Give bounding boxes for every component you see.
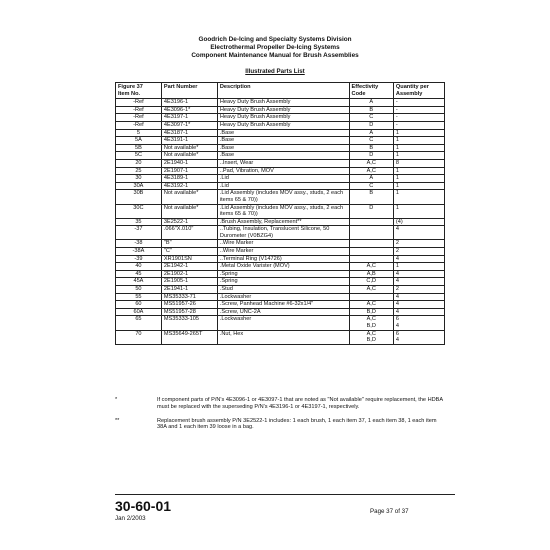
cell-part-number: MS35333-71 <box>161 293 217 301</box>
cell-part-number: XR1901SN <box>161 255 217 263</box>
cell-description: Heavy Duty Brush Assembly <box>217 99 349 107</box>
cell-effectivity: C <box>349 182 393 190</box>
table-row <box>116 99 445 107</box>
cell-quantity: 4 <box>393 293 444 301</box>
cell-item-no: -38A <box>116 248 162 256</box>
table-row <box>116 182 445 190</box>
cell-item-no: 50 <box>116 286 162 294</box>
cell-effectivity: A,C B,D <box>349 330 393 344</box>
cell-part-number: 2E1905-1 <box>161 278 217 286</box>
table-row <box>116 190 445 204</box>
cell-description: .Lid <box>217 182 349 190</box>
cell-description: .Nut, Hex <box>217 330 349 344</box>
cell-part-number: Not available* <box>161 152 217 160</box>
cell-quantity: 1 <box>393 175 444 183</box>
cell-part-number: MS51957-28 <box>161 308 217 316</box>
footnote-mark: ** <box>115 417 120 424</box>
cell-part-number: 2E1941-1 <box>161 286 217 294</box>
cell-part-number: MS35649-265T <box>161 330 217 344</box>
cell-part-number: 2E1940-1 <box>161 159 217 167</box>
cell-item-no: -37 <box>116 226 162 240</box>
cell-quantity: 1 <box>393 182 444 190</box>
cell-effectivity: B <box>349 190 393 204</box>
cell-quantity: 1 <box>393 152 444 160</box>
cell-part-number: 4E3097-1* <box>161 121 217 129</box>
cell-quantity: 4 <box>393 308 444 316</box>
table-header-row <box>116 83 445 99</box>
cell-quantity: 1 <box>393 263 444 271</box>
cell-quantity: 2 <box>393 286 444 294</box>
cell-effectivity <box>349 255 393 263</box>
cell-part-number: 4E3197-1 <box>161 114 217 122</box>
cell-item-no: 5 <box>116 129 162 137</box>
cell-description: .Base <box>217 152 349 160</box>
table-row <box>116 106 445 114</box>
cell-quantity: 1 <box>393 129 444 137</box>
footnote-mark: * <box>115 397 118 403</box>
document-header <box>0 36 550 60</box>
cell-effectivity: C <box>349 114 393 122</box>
cell-part-number: "B" <box>161 240 217 248</box>
cell-part-number: Not available* <box>161 144 217 152</box>
cell-description: .Lid Assembly (includes MOV assy., studs, 2 each items 65 & 70)) <box>217 190 349 204</box>
cell-effectivity: A <box>349 175 393 183</box>
cell-effectivity <box>349 226 393 240</box>
cell-effectivity: A,C <box>349 159 393 167</box>
cell-quantity: 1 <box>393 144 444 152</box>
cell-quantity: - <box>393 114 444 122</box>
cell-quantity: 6 4 <box>393 316 444 330</box>
cell-description: .Lid <box>217 175 349 183</box>
cell-part-number: 4E3192-1 <box>161 182 217 190</box>
table-row <box>116 270 445 278</box>
cell-item-no: 30 <box>116 175 162 183</box>
table-row <box>116 263 445 271</box>
table-row <box>116 137 445 145</box>
header-description: Description <box>217 83 349 99</box>
page-number: Page 37 of 37 <box>370 508 409 515</box>
cell-effectivity <box>349 293 393 301</box>
cell-quantity: (4) <box>393 218 444 226</box>
cell-item-no: 60A <box>116 308 162 316</box>
cell-quantity: 4 <box>393 226 444 240</box>
cell-effectivity: D <box>349 121 393 129</box>
cell-part-number: MS35333-105 <box>161 316 217 330</box>
cell-effectivity: D <box>349 152 393 160</box>
table-row <box>116 121 445 129</box>
header-quantity: Quantity per Assembly <box>393 83 444 99</box>
table-row <box>116 316 445 330</box>
cell-quantity: 4 <box>393 301 444 309</box>
cell-item-no: 55 <box>116 293 162 301</box>
cell-effectivity: A <box>349 99 393 107</box>
cell-description: ..Pad, Vibration, MOV <box>217 167 349 175</box>
table-row <box>116 204 445 218</box>
table-row <box>116 114 445 122</box>
cell-part-number: Not available* <box>161 190 217 204</box>
cell-effectivity: A,B <box>349 270 393 278</box>
cell-description: ..Terminal Ring (V14726) <box>217 255 349 263</box>
cell-effectivity: B,D <box>349 308 393 316</box>
cell-quantity: 8 <box>393 159 444 167</box>
table-row <box>116 175 445 183</box>
cell-quantity: 1 <box>393 137 444 145</box>
cell-item-no: -Ref <box>116 99 162 107</box>
cell-effectivity <box>349 240 393 248</box>
table-row <box>116 129 445 137</box>
cell-part-number: 2E1902-1 <box>161 270 217 278</box>
cell-description: .Spring <box>217 278 349 286</box>
cell-description: .Lid Assembly (includes MOV assy., studs, 2 each items 65 & 70)) <box>217 204 349 218</box>
cell-description: .Lockwasher <box>217 293 349 301</box>
cell-item-no: 30C <box>116 204 162 218</box>
cell-item-no: -39 <box>116 255 162 263</box>
footnote-text: If component parts of P/N's 4E3096-1 or 4E3097-1 that are noted as "Not available" require replacement, the HDBA must be replaced with the superseding P/N's 4E3196-1 or 4E3197-1, respectively. <box>157 397 443 410</box>
cell-effectivity <box>349 218 393 226</box>
cell-part-number: 4E3096-1* <box>161 106 217 114</box>
cell-part-number: MS51957-26 <box>161 301 217 309</box>
table-row <box>116 308 445 316</box>
cell-part-number: 4E3189-1 <box>161 175 217 183</box>
header-system: Electrothermal Propeller De-Icing Systems <box>210 44 340 51</box>
table-row <box>116 167 445 175</box>
cell-part-number: 3E2522-1 <box>161 218 217 226</box>
footer-divider <box>115 494 455 495</box>
cell-effectivity: B <box>349 106 393 114</box>
cell-effectivity: A,C B,D <box>349 316 393 330</box>
cell-quantity: 1 <box>393 190 444 204</box>
cell-part-number: 2E1942-1 <box>161 263 217 271</box>
cell-description: .Screw, UNC-2A <box>217 308 349 316</box>
footnotes <box>115 397 445 438</box>
cell-description: .Base <box>217 137 349 145</box>
cell-quantity: - <box>393 121 444 129</box>
cell-part-number: Not available* <box>161 204 217 218</box>
cell-effectivity: A,C <box>349 301 393 309</box>
parts-table-body <box>116 99 445 345</box>
cell-item-no: 30B <box>116 190 162 204</box>
cell-effectivity: D <box>349 204 393 218</box>
cell-quantity: 2 <box>393 240 444 248</box>
cell-part-number: .066"X.010" <box>161 226 217 240</box>
cell-description: .Stud <box>217 286 349 294</box>
cell-effectivity: A,C <box>349 167 393 175</box>
cell-description: .Brush Assembly, Replacement** <box>217 218 349 226</box>
cell-effectivity: A <box>349 129 393 137</box>
section-title: Illustrated Parts List <box>245 68 305 75</box>
table-row <box>116 152 445 160</box>
cell-description: .Spring <box>217 270 349 278</box>
cell-item-no: 45A <box>116 278 162 286</box>
cell-item-no: 40 <box>116 263 162 271</box>
cell-description: ..Tubing, Insulation, Translucent Silicone, 50 Durometer (V0BZG4) <box>217 226 349 240</box>
cell-item-no: 30A <box>116 182 162 190</box>
cell-description: ..Wire Marker <box>217 240 349 248</box>
cell-part-number: 2E1907-1 <box>161 167 217 175</box>
cell-quantity: 2 <box>393 248 444 256</box>
table-row <box>116 330 445 344</box>
cell-description: .Screw, Panhead Machine #6-32x1/4" <box>217 301 349 309</box>
header-figure-item: Figure 37 Item No. <box>116 83 162 99</box>
cell-quantity: 4 <box>393 255 444 263</box>
table-row <box>116 226 445 240</box>
cell-description: ..Wire Marker <box>217 248 349 256</box>
cell-item-no: 45 <box>116 270 162 278</box>
table-row <box>116 278 445 286</box>
cell-quantity: - <box>393 106 444 114</box>
cell-description: .Metal Oxide Varister (MOV) <box>217 263 349 271</box>
cell-part-number: "C" <box>161 248 217 256</box>
header-company: Goodrich De-Icing and Specialty Systems Division <box>198 36 352 43</box>
cell-effectivity: A,C <box>349 286 393 294</box>
cell-item-no: 35 <box>116 218 162 226</box>
cell-item-no: 25 <box>116 167 162 175</box>
header-effectivity: Effectivity Code <box>349 83 393 99</box>
cell-effectivity: C <box>349 137 393 145</box>
cell-part-number: 4E3196-1 <box>161 99 217 107</box>
footnote <box>115 418 445 432</box>
table-row <box>116 301 445 309</box>
cell-quantity: 4 <box>393 270 444 278</box>
cell-item-no: 60 <box>116 301 162 309</box>
footnote-text: Replacement brush assembly P/N 3E2522-1 includes: 1 each brush, 1 each item 37, 1 each item 38, 1 each item 38A and 1 each item 39 loose in a bag. <box>157 417 437 431</box>
table-row <box>116 255 445 263</box>
cell-description: .Base <box>217 144 349 152</box>
cell-quantity: 6 4 <box>393 330 444 344</box>
footnote <box>115 397 445 411</box>
cell-description: Heavy Duty Brush Assembly <box>217 114 349 122</box>
table-row <box>116 159 445 167</box>
cell-item-no: -38 <box>116 240 162 248</box>
cell-item-no: 5C <box>116 152 162 160</box>
header-part-number: Part Number <box>161 83 217 99</box>
table-row <box>116 144 445 152</box>
table-row <box>116 240 445 248</box>
cell-description: Heavy Duty Brush Assembly <box>217 106 349 114</box>
parts-table <box>115 82 445 345</box>
cell-item-no: 5A <box>116 137 162 145</box>
cell-description: .Lockwasher <box>217 316 349 330</box>
cell-item-no: 65 <box>116 316 162 330</box>
cell-item-no: 20 <box>116 159 162 167</box>
cell-effectivity: B <box>349 144 393 152</box>
cell-description: Heavy Duty Brush Assembly <box>217 121 349 129</box>
cell-item-no: -Ref <box>116 106 162 114</box>
cell-part-number: 4E3187-1 <box>161 129 217 137</box>
cell-quantity: 1 <box>393 167 444 175</box>
header-manual: Component Maintenance Manual for Brush Assemblies <box>191 52 359 59</box>
table-row <box>116 218 445 226</box>
table-row <box>116 286 445 294</box>
cell-effectivity: A,C <box>349 263 393 271</box>
cell-effectivity <box>349 248 393 256</box>
cell-item-no: -Ref <box>116 121 162 129</box>
cell-quantity: 4 <box>393 278 444 286</box>
cell-item-no: 70 <box>116 330 162 344</box>
cell-description: ..Insert, Wear <box>217 159 349 167</box>
cell-quantity: 1 <box>393 204 444 218</box>
cell-effectivity: C,D <box>349 278 393 286</box>
table-row <box>116 293 445 301</box>
cell-part-number: 4E3191-1 <box>161 137 217 145</box>
cell-item-no: 5B <box>116 144 162 152</box>
table-row <box>116 248 445 256</box>
cell-quantity: - <box>393 99 444 107</box>
cell-description: .Base <box>217 129 349 137</box>
cell-item-no: -Ref <box>116 114 162 122</box>
document-number: 30-60-01 <box>115 498 172 514</box>
document-date: Jan 2/2003 <box>115 515 146 522</box>
